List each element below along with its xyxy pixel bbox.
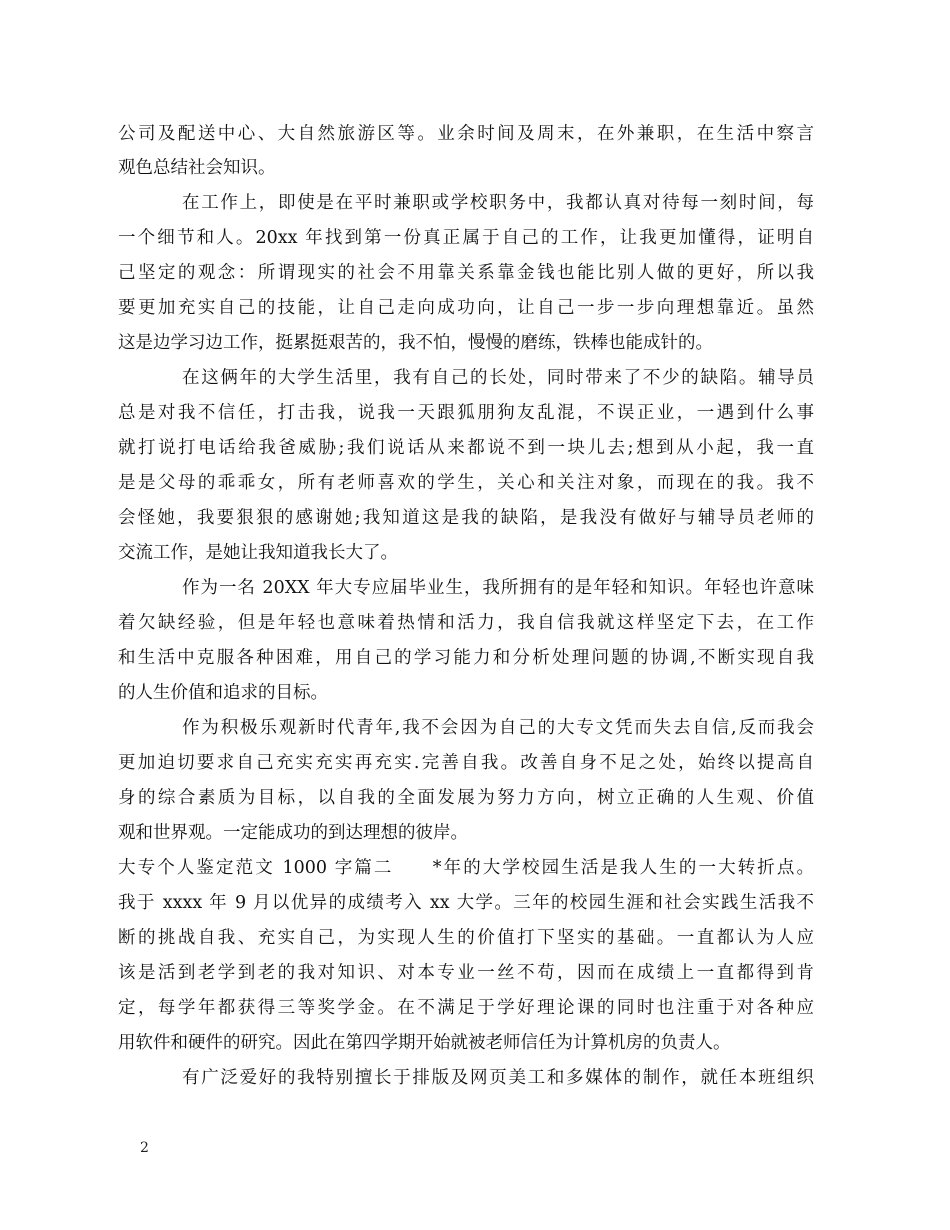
text-line: 会怪她，我要狠狠的感谢她;我知道这是我的缺陷，是我没有做好与辅导员老师的 (118, 508, 814, 528)
paragraph-first-line: 在工作上，即使是在平时兼职或学校职务中，我都认真对待每一刻时间，每 (182, 193, 814, 213)
text-line: 观和世界观。一定能成功的到达理想的彼岸。 (118, 823, 468, 843)
text-line: 该是活到老学到老的我对知识、对本专业一丝不苟，因而在成绩上一直都得到肯 (118, 963, 814, 983)
section-heading-line: 大专个人鉴定范文 1000 字篇二 *年的大学校园生活是我人生的一大转折点。 (118, 858, 814, 878)
text-line: 的人生价值和追求的目标。 (118, 683, 328, 703)
paragraph-first-line: 作为积极乐观新时代青年,我不会因为自己的大专文凭而失去自信,反而我会 (182, 718, 814, 738)
text-line: 身的综合素质为目标，以自我的全面发展为努力方向，树立正确的人生观、价值 (118, 788, 814, 808)
text-line: 公司及配送中心、大自然旅游区等。业余时间及周末，在外兼职，在生活中察言 (118, 124, 814, 144)
text-line: 己坚定的观念：所谓现实的社会不用靠关系靠金钱也能比别人做的更好，所以我 (118, 263, 814, 283)
text-line: 一个细节和人。20xx 年找到第一份真正属于自己的工作，让我更加懂得，证明自 (118, 228, 814, 248)
text-line: 定，每学年都获得三等奖学金。在不满足于学好理论课的同时也注重于对各种应 (118, 998, 814, 1018)
text-line: 我于 xxxx 年 9 月以优异的成绩考入 xx 大学。三年的校园生涯和社会实践生活我不 (118, 893, 814, 913)
text-line: 是是父母的乖乖女，所有老师喜欢的学生，关心和关注对象，而现在的我。我不 (118, 473, 814, 493)
text-line: 就打说打电话给我爸威胁;我们说话从来都说不到一块儿去;想到从小起，我一直 (118, 438, 814, 458)
page-number: 2 (140, 1140, 149, 1156)
text-line: 和生活中克服各种困难，用自己的学习能力和分析处理问题的协调,不断实现自我 (118, 648, 814, 668)
text-line: 更加迫切要求自己充实充实再充实.完善自我。改善自身不足之处，始终以提高自 (118, 753, 814, 773)
text-line: 观色总结社会知识。 (118, 158, 276, 178)
paragraph-first-line: 有广泛爱好的我特别擅长于排版及网页美工和多媒体的制作，就任本班组织 (182, 1068, 814, 1088)
text-line: 要更加充实自己的技能，让自己走向成功向，让自己一步一步向理想靠近。虽然 (118, 298, 814, 318)
paragraph-first-line: 作为一名 20XX 年大专应届毕业生，我所拥有的是年轻和知识。年轻也许意味 (182, 578, 814, 598)
text-line: 断的挑战自我、充实自己，为实现人生的价值打下坚实的基础。一直都认为人应 (118, 928, 814, 948)
text-line: 交流工作，是她让我知道我长大了。 (118, 543, 398, 563)
text-line: 用软件和硬件的研究。因此在第四学期开始就被老师信任为计算机房的负责人。 (118, 1033, 731, 1053)
text-line: 这是边学习边工作，挺累挺艰苦的，我不怕，慢慢的磨练，铁棒也能成针的。 (118, 333, 713, 353)
paragraph-first-line: 在这俩年的大学生活里，我有自己的长处，同时带来了不少的缺陷。辅导员 (182, 368, 814, 388)
text-line: 着欠缺经验，但是年轻也意味着热情和活力，我自信我就这样坚定下去，在工作 (118, 613, 814, 633)
text-line: 总是对我不信任，打击我，说我一天跟狐朋狗友乱混，不误正业，一遇到什么事 (118, 403, 814, 423)
